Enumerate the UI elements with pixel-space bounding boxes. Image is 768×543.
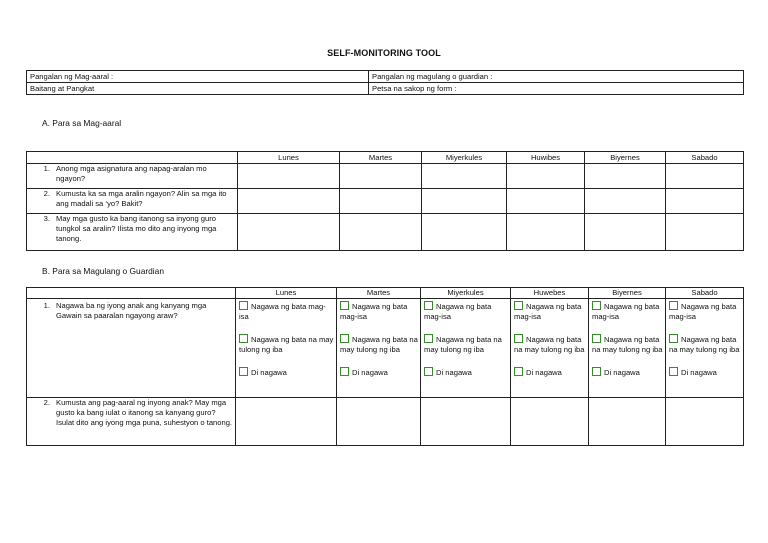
option-label: Nagawa ng bata na may tulong ng iba	[514, 335, 585, 354]
corner-cell	[27, 288, 236, 299]
question-text: Kumusta ka sa mga aralin ngayon? Alin sa mga ito ang madali sa ‘yo? Bakit?	[56, 189, 227, 208]
checkbox-icon[interactable]	[424, 334, 433, 343]
option-checkbox[interactable]	[239, 334, 334, 355]
table-row	[27, 398, 744, 446]
option-label: Nagawa ng bata na may tulong ng iba	[669, 335, 740, 354]
option-label: Nagawa ng bata na may tulong ng iba	[424, 335, 502, 354]
option-checkbox[interactable]	[239, 301, 334, 322]
answer-cell[interactable]	[585, 189, 666, 214]
day-header: Biyernes	[589, 288, 666, 299]
student-name-field[interactable]: Pangalan ng Mag-aaral :	[27, 71, 369, 83]
option-label: Nagawa ng bata mag-isa	[424, 302, 492, 321]
answer-cell[interactable]	[340, 164, 422, 189]
option-label: Di nagawa	[251, 368, 287, 377]
answer-cell[interactable]	[422, 189, 507, 214]
answer-cell[interactable]	[422, 164, 507, 189]
checkbox-icon[interactable]	[424, 301, 433, 310]
answer-cell[interactable]	[585, 164, 666, 189]
question-number: 2.	[43, 189, 50, 198]
parent-table	[26, 287, 744, 446]
option-checkbox[interactable]	[340, 367, 418, 378]
option-checkbox[interactable]	[514, 301, 586, 322]
option-label: Nagawa ng bata mag-isa	[239, 302, 326, 321]
question-number: 1.	[43, 164, 50, 173]
checkbox-icon[interactable]	[340, 367, 349, 376]
checkbox-icon[interactable]	[340, 301, 349, 310]
checkbox-icon[interactable]	[424, 367, 433, 376]
option-label: Nagawa ng bata na may tulong ng iba	[340, 335, 418, 354]
answer-cell[interactable]	[238, 164, 340, 189]
option-label: Nagawa ng bata mag-isa	[592, 302, 660, 321]
answer-cell[interactable]	[507, 214, 585, 251]
form-date-field[interactable]: Petsa na sakop ng form :	[369, 83, 744, 95]
options-cell	[589, 299, 666, 398]
info-table	[26, 70, 744, 95]
day-header: Miyerkules	[421, 288, 511, 299]
day-header: Lunes	[236, 288, 337, 299]
question-number: 3.	[43, 214, 50, 223]
section-b-heading: B. Para sa Magulang o Guardian	[42, 266, 164, 276]
option-checkbox[interactable]	[514, 334, 586, 355]
checkbox-icon[interactable]	[239, 367, 248, 376]
answer-cell[interactable]	[511, 398, 589, 446]
checkbox-icon[interactable]	[239, 301, 248, 310]
table-row	[27, 189, 744, 214]
options-cell	[421, 299, 511, 398]
option-label: Nagawa ng bata mag-isa	[514, 302, 582, 321]
options-cell	[666, 299, 744, 398]
option-checkbox[interactable]	[424, 367, 508, 378]
option-checkbox[interactable]	[669, 367, 741, 378]
table-row	[27, 299, 744, 398]
answer-cell[interactable]	[236, 398, 337, 446]
checkbox-icon[interactable]	[592, 301, 601, 310]
option-checkbox[interactable]	[592, 367, 663, 378]
answer-cell[interactable]	[340, 189, 422, 214]
checkbox-icon[interactable]	[669, 301, 678, 310]
day-header: Huwebes	[511, 288, 589, 299]
question-number: 2.	[43, 398, 50, 407]
option-label: Di nagawa	[681, 368, 717, 377]
answer-cell[interactable]	[507, 164, 585, 189]
option-checkbox[interactable]	[514, 367, 586, 378]
day-header: Huwibes	[507, 152, 585, 164]
parent-name-field[interactable]: Pangalan ng magulang o guardian :	[369, 71, 744, 83]
question-text: Nagawa ba ng iyong anak ang kanyang mga Gawain sa paaralan ngayong araw?	[56, 301, 207, 320]
question-number: 1.	[43, 301, 50, 310]
day-header: Lunes	[238, 152, 340, 164]
answer-cell[interactable]	[340, 214, 422, 251]
checkbox-icon[interactable]	[340, 334, 349, 343]
options-cell	[337, 299, 421, 398]
option-checkbox[interactable]	[669, 334, 741, 355]
checkbox-icon[interactable]	[514, 367, 523, 376]
answer-cell[interactable]	[666, 214, 744, 251]
options-cell	[511, 299, 589, 398]
answer-cell[interactable]	[585, 214, 666, 251]
day-header: Miyerkules	[422, 152, 507, 164]
page-title: SELF-MONITORING TOOL	[327, 48, 441, 58]
answer-cell[interactable]	[421, 398, 511, 446]
option-checkbox[interactable]	[592, 301, 663, 322]
answer-cell[interactable]	[666, 398, 744, 446]
answer-cell[interactable]	[507, 189, 585, 214]
question-text: Anong mga asignatura ang napag-aralan mo ngayon?	[56, 164, 207, 183]
answer-cell[interactable]	[666, 189, 744, 214]
option-checkbox[interactable]	[592, 334, 663, 355]
option-label: Di nagawa	[352, 368, 388, 377]
option-label: Di nagawa	[526, 368, 562, 377]
grade-section-field[interactable]: Baitang at Pangkat	[27, 83, 369, 95]
question-text: May mga gusto ka bang itanong sa inyong guro tungkol sa aralin? Ilista mo dito ang inyong mga tanong.	[56, 214, 217, 243]
answer-cell[interactable]	[422, 214, 507, 251]
answer-cell[interactable]	[337, 398, 421, 446]
option-checkbox[interactable]	[239, 367, 334, 378]
option-label: Nagawa ng bata mag-isa	[340, 302, 408, 321]
checkbox-icon[interactable]	[592, 367, 601, 376]
option-checkbox[interactable]	[424, 301, 508, 322]
day-header: Sabado	[666, 288, 744, 299]
options-cell	[236, 299, 337, 398]
question-text: Kumusta ang pag-aaral ng inyong anak? May mga gusto ka bang iulat o itanong sa kanyang guro? Isulat dito ang iyong mga puna, suhestyon o tanong.	[56, 398, 233, 427]
option-checkbox[interactable]	[340, 334, 418, 355]
answer-cell[interactable]	[666, 164, 744, 189]
student-table	[26, 151, 744, 251]
day-header: Martes	[337, 288, 421, 299]
checkbox-icon[interactable]	[514, 334, 523, 343]
corner-cell	[27, 152, 238, 164]
checkbox-icon[interactable]	[239, 334, 248, 343]
checkbox-icon[interactable]	[592, 334, 601, 343]
day-header: Sabado	[666, 152, 744, 164]
option-label: Di nagawa	[604, 368, 640, 377]
option-label: Di nagawa	[436, 368, 472, 377]
checkbox-icon[interactable]	[669, 367, 678, 376]
table-row	[27, 214, 744, 251]
option-checkbox[interactable]	[340, 301, 418, 322]
day-header: Martes	[340, 152, 422, 164]
option-checkbox[interactable]	[669, 301, 741, 322]
option-label: Nagawa ng bata mag-isa	[669, 302, 737, 321]
answer-cell[interactable]	[238, 214, 340, 251]
option-checkbox[interactable]	[424, 334, 508, 355]
section-a-heading: A. Para sa Mag-aaral	[42, 118, 122, 128]
answer-cell[interactable]	[238, 189, 340, 214]
option-label: Nagawa ng bata na may tulong ng iba	[239, 335, 334, 354]
answer-cell[interactable]	[589, 398, 666, 446]
table-row	[27, 164, 744, 189]
day-header: Biyernes	[585, 152, 666, 164]
checkbox-icon[interactable]	[514, 301, 523, 310]
option-label: Nagawa ng bata na may tulong ng iba	[592, 335, 663, 354]
checkbox-icon[interactable]	[669, 334, 678, 343]
